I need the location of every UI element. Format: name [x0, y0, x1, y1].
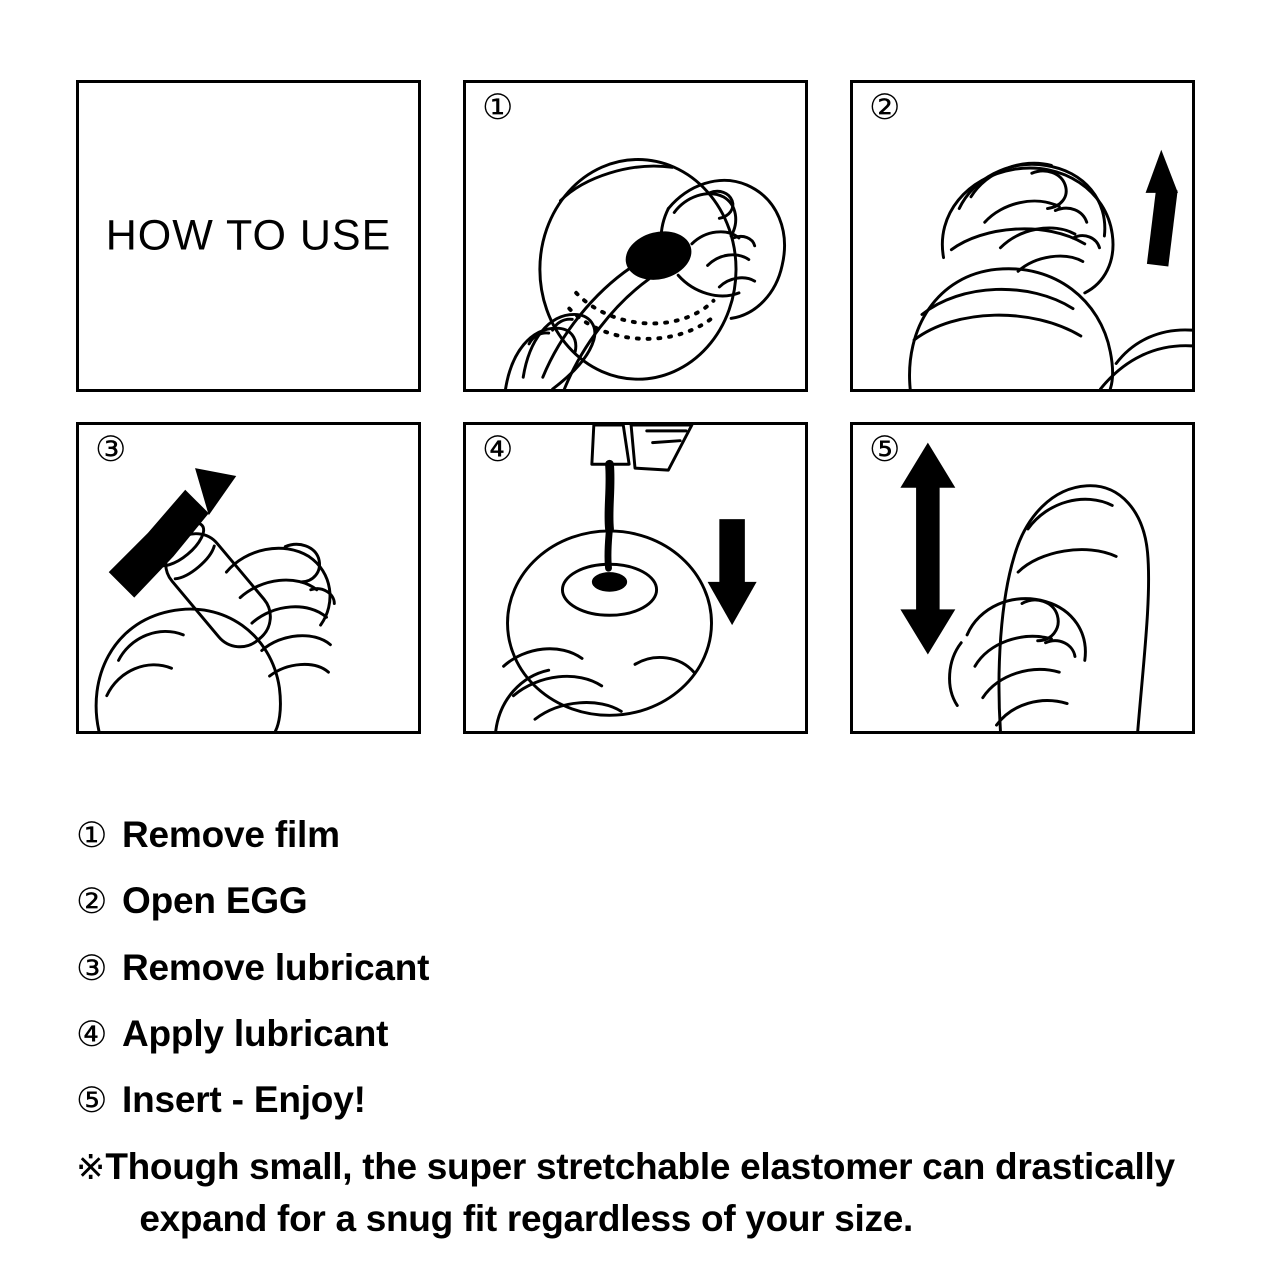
illustration-apply-lubricant — [466, 425, 805, 731]
legend-label: Apply lubricant — [122, 1012, 389, 1054]
legend-number: ③ — [76, 948, 108, 989]
panel-title-card — [76, 80, 421, 392]
panel-grid — [76, 80, 1196, 734]
step-number: ④ — [482, 430, 514, 470]
illustration-remove-lubricant — [79, 425, 418, 731]
step-number: ③ — [95, 430, 127, 470]
step-number: ⑤ — [869, 430, 901, 470]
illustration-insert-enjoy — [853, 425, 1192, 731]
illustration-open-egg — [853, 83, 1192, 389]
footnote-line-2: expand for a snug fit regardless of your size. — [139, 1198, 913, 1240]
legend-item — [76, 943, 1206, 993]
legend-number: ④ — [76, 1014, 108, 1055]
legend-item — [76, 876, 1206, 926]
step-number: ② — [869, 88, 901, 128]
legend-label: Remove lubricant — [122, 946, 430, 988]
footnote-line-1: Though small, the super stretchable elastomer can drastically — [105, 1146, 1175, 1188]
panel-step-5 — [850, 422, 1195, 734]
legend-number: ① — [76, 816, 108, 856]
legend-item — [76, 1075, 1206, 1125]
illustration-remove-film — [466, 83, 805, 389]
footnote-mark: ※ — [76, 1148, 106, 1189]
legend-label: Open EGG — [122, 880, 308, 922]
legend-label: Remove film — [122, 814, 340, 855]
legend-item — [76, 1009, 1206, 1059]
legend-number: ② — [76, 882, 108, 923]
step-number: ① — [482, 88, 514, 128]
panel-step-4 — [463, 422, 808, 734]
legend-label: Insert - Enjoy! — [122, 1079, 366, 1120]
legend-item — [76, 810, 1206, 860]
panel-step-3 — [76, 422, 421, 734]
page-title: HOW TO USE — [105, 211, 392, 260]
footnote-text — [105, 1141, 1174, 1245]
legend-number: ⑤ — [76, 1081, 108, 1121]
footnote — [76, 1141, 1206, 1245]
panel-step-2 — [850, 80, 1195, 392]
panel-step-1 — [463, 80, 808, 392]
legend-list — [76, 810, 1206, 1245]
